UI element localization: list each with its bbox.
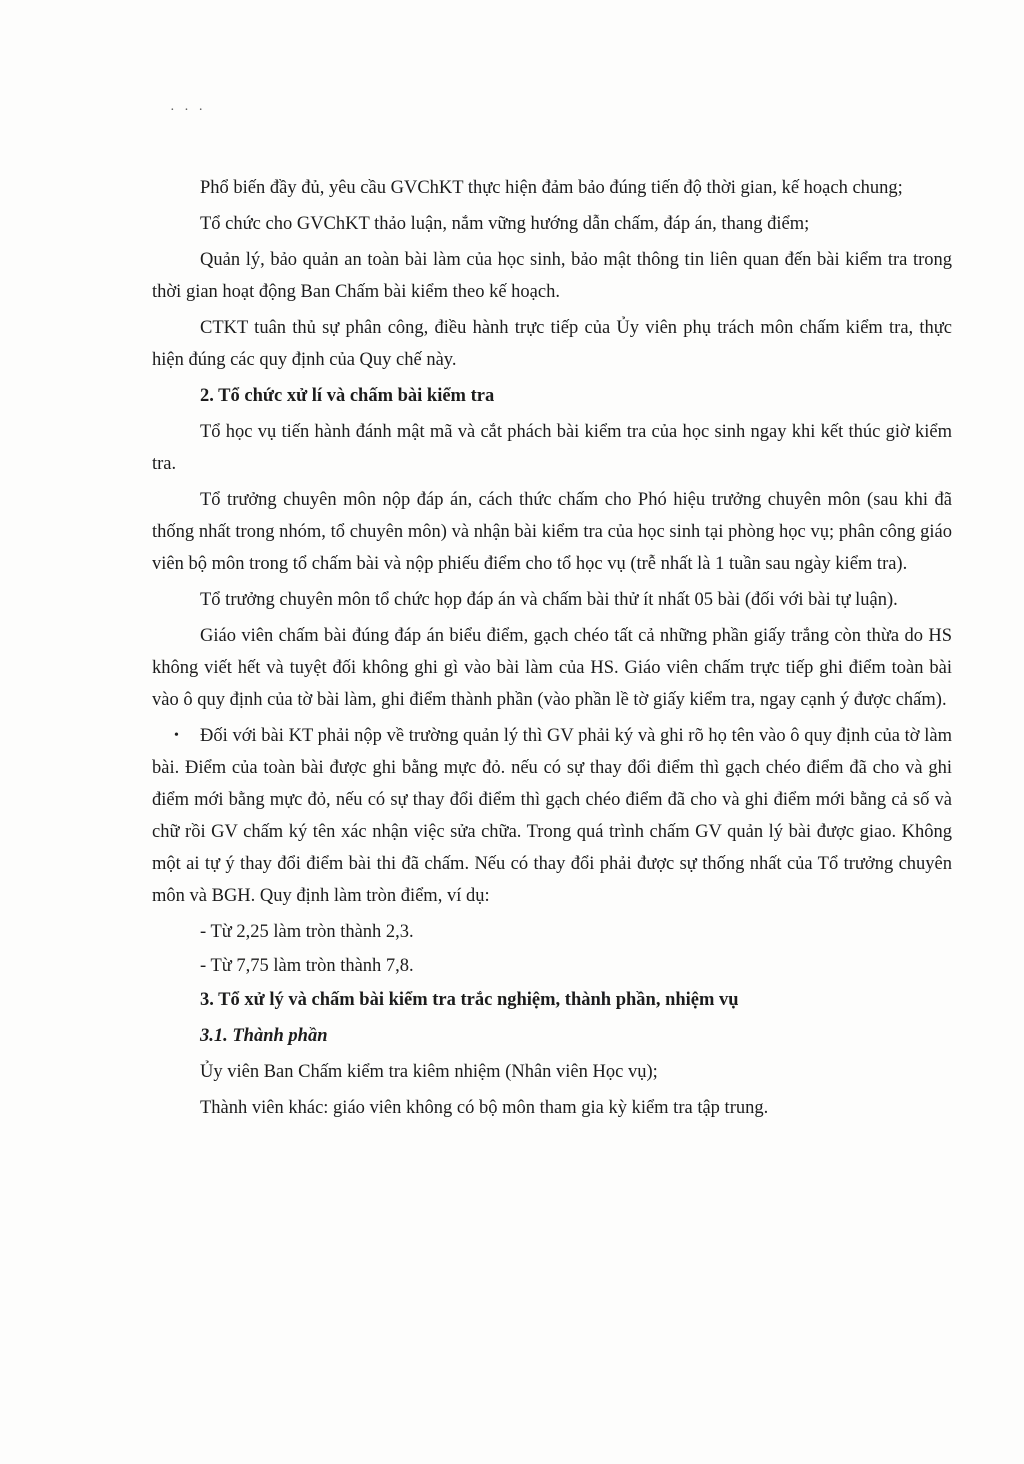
paragraph-6: Tổ trưởng chuyên môn nộp đáp án, cách thức chấm cho Phó hiệu trưởng chuyên môn (sau khi đã thống nhất trong nhóm, tổ chuyên môn) và nhận bài kiểm tra của học sinh tại phòng học vụ; phân công giáo viên bộ môn trong tổ chấm bài và nộp phiếu điểm cho tổ học vụ (trễ nhất là 1 tuần sau ngày kiểm tra). [152,490,952,574]
paragraph-7: Tổ trưởng chuyên môn tổ chức họp đáp án và chấm bài thử ít nhất 05 bài (đối với bài tự luận). [200,590,898,610]
paragraph-3: Quản lý, bảo quản an toàn bài làm của học sinh, bảo mật thông tin liên quan đến bài kiểm tra trong thời gian hoạt động Ban Chấm bài kiểm theo kế hoạch. [152,250,952,302]
paragraph-8: Giáo viên chấm bài đúng đáp án biểu điểm, gạch chéo tất cả những phần giấy trắng còn thừa do HS không viết hết và tuyệt đối không ghi gì vào bài làm của HS. Giáo viên chấm trực tiếp ghi điểm toàn bài vào ô quy định của tờ bài làm, ghi điểm thành phần (vào phần lề tờ giấy kiểm tra, ngay cạnh ý được chấm). [152,626,952,710]
paragraph-2: Tổ chức cho GVChKT thảo luận, nắm vững hướng dẫn chấm, đáp án, thang điểm; [200,214,810,234]
scan-specks: · · · [170,103,206,118]
paragraph-10: Ủy viên Ban Chấm kiểm tra kiêm nhiệm (Nhân viên Học vụ); [200,1062,658,1082]
paragraph-1: Phổ biến đầy đủ, yêu cầu GVChKT thực hiện đảm bảo đúng tiến độ thời gian, kế hoạch chung; [200,178,903,198]
bullet-paragraph [152,720,952,912]
bullet-mark: • [174,728,179,743]
heading-section-3: 3. Tổ xử lý và chấm bài kiểm tra trắc nghiệm, thành phần, nhiệm vụ [200,990,739,1010]
paragraph-4: CTKT tuân thủ sự phân công, điều hành trực tiếp của Ủy viên phụ trách môn chấm kiểm tra, thực hiện đúng các quy định của Quy chế này. [152,318,952,370]
heading-section-3-1: 3.1. Thành phần [200,1026,328,1046]
document-body [152,172,952,1128]
heading-section-2: 2. Tổ chức xử lí và chấm bài kiểm tra [200,386,495,406]
paragraph-11: Thành viên khác: giáo viên không có bộ môn tham gia kỳ kiểm tra tập trung. [200,1098,769,1118]
list-item-rounding-1: - Từ 2,25 làm tròn thành 2,3. [200,922,414,942]
list-item-rounding-2: - Từ 7,75 làm tròn thành 7,8. [200,956,414,976]
paragraph-5: Tổ học vụ tiến hành đánh mật mã và cắt phách bài kiểm tra của học sinh ngay khi kết thúc giờ kiểm tra. [152,422,952,474]
paragraph-9: Đối với bài KT phải nộp về trường quản lý thì GV phải ký và ghi rõ họ tên vào ô quy định của tờ làm bài. Điểm của toàn bài được ghi bằng mực đỏ. nếu có sự thay đổi điểm thì gạch chéo điểm đã cho và ghi điểm mới bằng mực đỏ, nếu có sự thay đổi điểm thì gạch chéo điểm đã cho và ghi điểm mới bằng cả số và chữ rồi GV chấm ký tên xác nhận việc sửa chữa. Trong quá trình chấm GV quản lý bài được giao. Không một ai tự ý thay đổi điểm bài thi đã chấm. Nếu có thay đổi phải được sự thống nhất của Tổ trưởng chuyên môn và BGH. Quy định làm tròn điểm, ví dụ: [152,726,952,906]
